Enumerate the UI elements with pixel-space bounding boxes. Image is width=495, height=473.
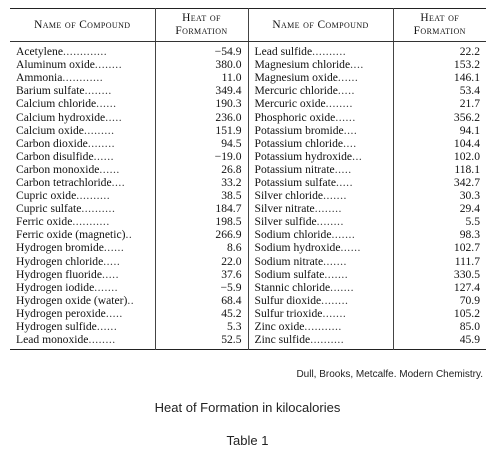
heat-value-left: 5.3 xyxy=(155,320,248,333)
heat-of-formation-table-container xyxy=(10,8,486,350)
leader-dots: .... xyxy=(111,175,126,189)
compound-name-text: Calcium oxide xyxy=(16,123,84,137)
header-name-left: Name of Compound xyxy=(10,9,155,42)
compound-name-left xyxy=(10,307,155,320)
heat-value-left: −54.9 xyxy=(155,42,248,59)
heat-value-right: 104.4 xyxy=(393,137,486,150)
compound-name-text: Sulfur dioxide xyxy=(254,293,322,307)
heat-value-right: 53.4 xyxy=(393,84,486,97)
table-row xyxy=(10,189,486,202)
leader-dots: ....... xyxy=(94,280,119,294)
heat-value-left: 266.9 xyxy=(155,228,248,241)
table-row xyxy=(10,97,486,110)
heat-value-right: 85.0 xyxy=(393,320,486,333)
compound-name-text: Carbon monoxide xyxy=(16,162,100,176)
leader-dots: .......... xyxy=(76,189,111,203)
leader-dots: .... xyxy=(343,136,357,150)
table-label: Table 1 xyxy=(226,433,269,448)
compound-name-text: Ferric oxide (magnetic) xyxy=(16,228,126,242)
compound-name-text: Silver nitrate xyxy=(254,202,315,216)
compound-name-left xyxy=(10,110,155,123)
compound-name-text: Silver sulfide xyxy=(254,215,317,229)
table-body xyxy=(10,42,486,350)
compound-name-text: Sulfur trioxide xyxy=(254,306,323,320)
compound-name-left xyxy=(10,189,155,202)
compound-name-text: Hydrogen bromide xyxy=(16,241,104,255)
compound-name-left xyxy=(10,150,155,163)
compound-name-text: Barium sulfate xyxy=(16,84,85,98)
compound-name-left xyxy=(10,333,155,350)
heat-value-right: 29.4 xyxy=(393,202,486,215)
table-row xyxy=(10,42,486,59)
compound-name-left xyxy=(10,163,155,176)
table-row xyxy=(10,241,486,254)
table-row xyxy=(10,281,486,294)
table-row xyxy=(10,84,486,97)
leader-dots: ...... xyxy=(340,241,361,255)
leader-dots: ....... xyxy=(331,228,356,242)
compound-name-text: Zinc oxide xyxy=(254,320,305,334)
compound-name-text: Mercuric oxide xyxy=(254,97,326,111)
table-row xyxy=(10,58,486,71)
leader-dots: ....... xyxy=(324,267,349,281)
table-row xyxy=(10,268,486,281)
compound-name-right xyxy=(248,189,393,202)
heat-value-left: 22.0 xyxy=(155,255,248,268)
heat-value-right: 102.0 xyxy=(393,150,486,163)
leader-dots: .......... xyxy=(81,202,116,216)
table-row xyxy=(10,255,486,268)
leader-dots: ........ xyxy=(321,293,349,307)
compound-name-left xyxy=(10,228,155,241)
leader-dots: .......... xyxy=(312,45,347,59)
compound-name-left xyxy=(10,176,155,189)
leader-dots: .. xyxy=(125,228,133,242)
table-row xyxy=(10,202,486,215)
table-row xyxy=(10,228,486,241)
compound-name-left xyxy=(10,241,155,254)
compound-name-text: Potassium bromide xyxy=(254,123,344,137)
heat-value-left: 94.5 xyxy=(155,137,248,150)
leader-dots: ...... xyxy=(93,149,114,163)
compound-name-text: Ammonia xyxy=(16,71,63,85)
heat-value-left: 68.4 xyxy=(155,294,248,307)
heat-value-right: 118.1 xyxy=(393,163,486,176)
heat-of-formation-table xyxy=(10,8,486,350)
leader-dots: .. xyxy=(127,293,135,307)
compound-name-text: Carbon dioxide xyxy=(16,136,88,150)
compound-name-text: Sodium hydroxide xyxy=(254,241,341,255)
heat-value-left: 45.2 xyxy=(155,307,248,320)
compound-name-text: Hydrogen oxide (water) xyxy=(16,293,128,307)
compound-name-text: Ferric oxide xyxy=(16,215,73,229)
table-row xyxy=(10,333,486,350)
compound-name-text: Potassium nitrate xyxy=(254,162,335,176)
leader-dots: ...... xyxy=(99,162,120,176)
leader-dots: ........ xyxy=(314,202,342,216)
leader-dots: ........ xyxy=(94,58,123,72)
leader-dots: ......... xyxy=(83,123,115,137)
compound-name-right xyxy=(248,215,393,228)
compound-name-right xyxy=(248,281,393,294)
compound-name-right xyxy=(248,307,393,320)
table-row xyxy=(10,163,486,176)
compound-name-right xyxy=(248,84,393,97)
compound-name-left xyxy=(10,268,155,281)
compound-name-left xyxy=(10,84,155,97)
heat-value-right: 22.2 xyxy=(393,42,486,59)
compound-name-text: Acetylene xyxy=(16,45,63,59)
compound-name-right xyxy=(248,333,393,350)
compound-name-right xyxy=(248,42,393,59)
leader-dots: ........... xyxy=(72,215,110,229)
compound-name-text: Cupric sulfate xyxy=(16,202,82,216)
table-row xyxy=(10,176,486,189)
heat-value-right: 30.3 xyxy=(393,189,486,202)
compound-name-text: Aluminum oxide xyxy=(16,58,95,72)
compound-name-right xyxy=(248,241,393,254)
heat-value-right: 98.3 xyxy=(393,228,486,241)
compound-name-left xyxy=(10,320,155,333)
heat-value-right: 356.2 xyxy=(393,110,486,123)
leader-dots: ............. xyxy=(63,45,108,59)
heat-value-left: 380.0 xyxy=(155,58,248,71)
heat-value-right: 70.9 xyxy=(393,294,486,307)
table-row xyxy=(10,71,486,84)
leader-dots: ..... xyxy=(105,306,123,320)
compound-name-text: Sodium sulfate xyxy=(254,267,325,281)
heat-value-left: 37.6 xyxy=(155,268,248,281)
compound-name-left xyxy=(10,294,155,307)
compound-name-right xyxy=(248,202,393,215)
compound-name-right xyxy=(248,176,393,189)
compound-name-right xyxy=(248,110,393,123)
table-row xyxy=(10,320,486,333)
leader-dots: ...... xyxy=(96,320,118,334)
leader-dots: ........ xyxy=(316,215,344,229)
compound-name-right xyxy=(248,255,393,268)
leader-dots: ...... xyxy=(103,241,125,255)
table-header-row xyxy=(10,9,486,42)
compound-name-right xyxy=(248,268,393,281)
heat-value-right: 146.1 xyxy=(393,71,486,84)
leader-dots: ... xyxy=(352,149,363,163)
compound-name-text: Calcium chloride xyxy=(16,97,97,111)
compound-name-text: Potassium sulfate xyxy=(254,175,336,189)
compound-name-text: Hydrogen fluoride xyxy=(16,267,102,281)
compound-name-left xyxy=(10,71,155,84)
heat-value-left: 33.2 xyxy=(155,176,248,189)
compound-name-text: Sodium chloride xyxy=(254,228,332,242)
leader-dots: ....... xyxy=(323,254,347,268)
heat-value-right: 45.9 xyxy=(393,333,486,350)
heat-value-left: −5.9 xyxy=(155,281,248,294)
heat-value-right: 111.7 xyxy=(393,255,486,268)
heat-value-left: 52.5 xyxy=(155,333,248,350)
leader-dots: ........ xyxy=(325,97,353,111)
leader-dots: ..... xyxy=(105,110,123,124)
compound-name-text: Lead sulfide xyxy=(254,45,313,59)
heat-value-left: 198.5 xyxy=(155,215,248,228)
compound-name-text: Hydrogen peroxide xyxy=(16,306,106,320)
compound-name-text: Magnesium oxide xyxy=(254,71,338,85)
compound-name-right xyxy=(248,137,393,150)
leader-dots: ........ xyxy=(84,84,112,98)
table-row xyxy=(10,137,486,150)
heat-value-left: 349.4 xyxy=(155,84,248,97)
compound-name-text: Potassium chloride xyxy=(254,136,344,150)
compound-name-left xyxy=(10,202,155,215)
compound-name-right xyxy=(248,150,393,163)
header-name-right: Name of Compound xyxy=(248,9,393,42)
leader-dots: ...... xyxy=(96,97,117,111)
compound-name-text: Silver chloride xyxy=(254,189,324,203)
heat-value-left: −19.0 xyxy=(155,150,248,163)
compound-name-left xyxy=(10,215,155,228)
leader-dots: .......... xyxy=(310,333,345,347)
leader-dots: ....... xyxy=(322,306,347,320)
compound-name-right xyxy=(248,320,393,333)
compound-name-text: Hydrogen chloride xyxy=(16,254,104,268)
heat-value-left: 38.5 xyxy=(155,189,248,202)
table-row xyxy=(10,215,486,228)
heat-value-right: 21.7 xyxy=(393,97,486,110)
compound-name-text: Phosphoric oxide xyxy=(254,110,336,124)
compound-name-left xyxy=(10,97,155,110)
leader-dots: ..... xyxy=(337,84,355,98)
heat-value-left: 236.0 xyxy=(155,110,248,123)
compound-name-right xyxy=(248,294,393,307)
leader-dots: ....... xyxy=(323,189,347,203)
compound-name-text: Cupric oxide xyxy=(16,189,77,203)
heat-value-right: 102.7 xyxy=(393,241,486,254)
header-heat-right: Heat of Formation xyxy=(393,9,486,42)
compound-name-left xyxy=(10,255,155,268)
leader-dots: ............ xyxy=(62,71,104,85)
compound-name-text: Sodium nitrate xyxy=(254,254,324,268)
heat-value-left: 11.0 xyxy=(155,71,248,84)
compound-name-text: Potassium hydroxide xyxy=(254,149,353,163)
leader-dots: ...... xyxy=(337,71,359,85)
heat-value-right: 153.2 xyxy=(393,58,486,71)
compound-name-right xyxy=(248,71,393,84)
compound-name-text: Hydrogen iodide xyxy=(16,280,95,294)
compound-name-text: Stannic chloride xyxy=(254,280,331,294)
leader-dots: ....... xyxy=(330,280,354,294)
compound-name-text: Mercuric chloride xyxy=(254,84,338,98)
heat-value-right: 342.7 xyxy=(393,176,486,189)
heat-value-right: 94.1 xyxy=(393,124,486,137)
leader-dots: .... xyxy=(350,58,364,72)
heat-value-right: 127.4 xyxy=(393,281,486,294)
table-caption: Heat of Formation in kilocalories xyxy=(154,400,341,415)
heat-value-left: 8.6 xyxy=(155,241,248,254)
compound-name-right xyxy=(248,124,393,137)
leader-dots: ..... xyxy=(103,254,121,268)
heat-value-right: 330.5 xyxy=(393,268,486,281)
compound-name-text: Magnesium chloride xyxy=(254,58,351,72)
table-row xyxy=(10,150,486,163)
table-row xyxy=(10,110,486,123)
leader-dots: .... xyxy=(343,123,358,137)
compound-name-right xyxy=(248,97,393,110)
leader-dots: ..... xyxy=(334,162,352,176)
compound-name-left xyxy=(10,58,155,71)
table-row xyxy=(10,124,486,137)
leader-dots: ........ xyxy=(88,333,116,347)
compound-name-left xyxy=(10,124,155,137)
compound-name-left xyxy=(10,42,155,59)
table-row xyxy=(10,294,486,307)
leader-dots: ........ xyxy=(87,136,115,150)
compound-name-text: Calcium hydroxide xyxy=(16,110,106,124)
leader-dots: ..... xyxy=(335,175,353,189)
leader-dots: ...... xyxy=(335,110,356,124)
heat-value-left: 151.9 xyxy=(155,124,248,137)
header-heat-left: Heat of Formation xyxy=(155,9,248,42)
heat-value-left: 184.7 xyxy=(155,202,248,215)
compound-name-text: Lead monoxide xyxy=(16,333,89,347)
compound-name-right xyxy=(248,228,393,241)
heat-value-right: 5.5 xyxy=(393,215,486,228)
leader-dots: ..... xyxy=(101,267,119,281)
heat-value-right: 105.2 xyxy=(393,307,486,320)
compound-name-left xyxy=(10,281,155,294)
leader-dots: ........... xyxy=(304,320,342,334)
table-row xyxy=(10,307,486,320)
compound-name-right xyxy=(248,58,393,71)
compound-name-text: Carbon tetrachloride xyxy=(16,175,112,189)
compound-name-text: Hydrogen sulfide xyxy=(16,320,97,334)
compound-name-text: Carbon disulfide xyxy=(16,149,94,163)
source-citation: Dull, Brooks, Metcalfe. Modern Chemistry. xyxy=(296,369,483,380)
compound-name-right xyxy=(248,163,393,176)
compound-name-left xyxy=(10,137,155,150)
heat-value-left: 190.3 xyxy=(155,97,248,110)
heat-value-left: 26.8 xyxy=(155,163,248,176)
compound-name-text: Zinc sulfide xyxy=(254,333,311,347)
